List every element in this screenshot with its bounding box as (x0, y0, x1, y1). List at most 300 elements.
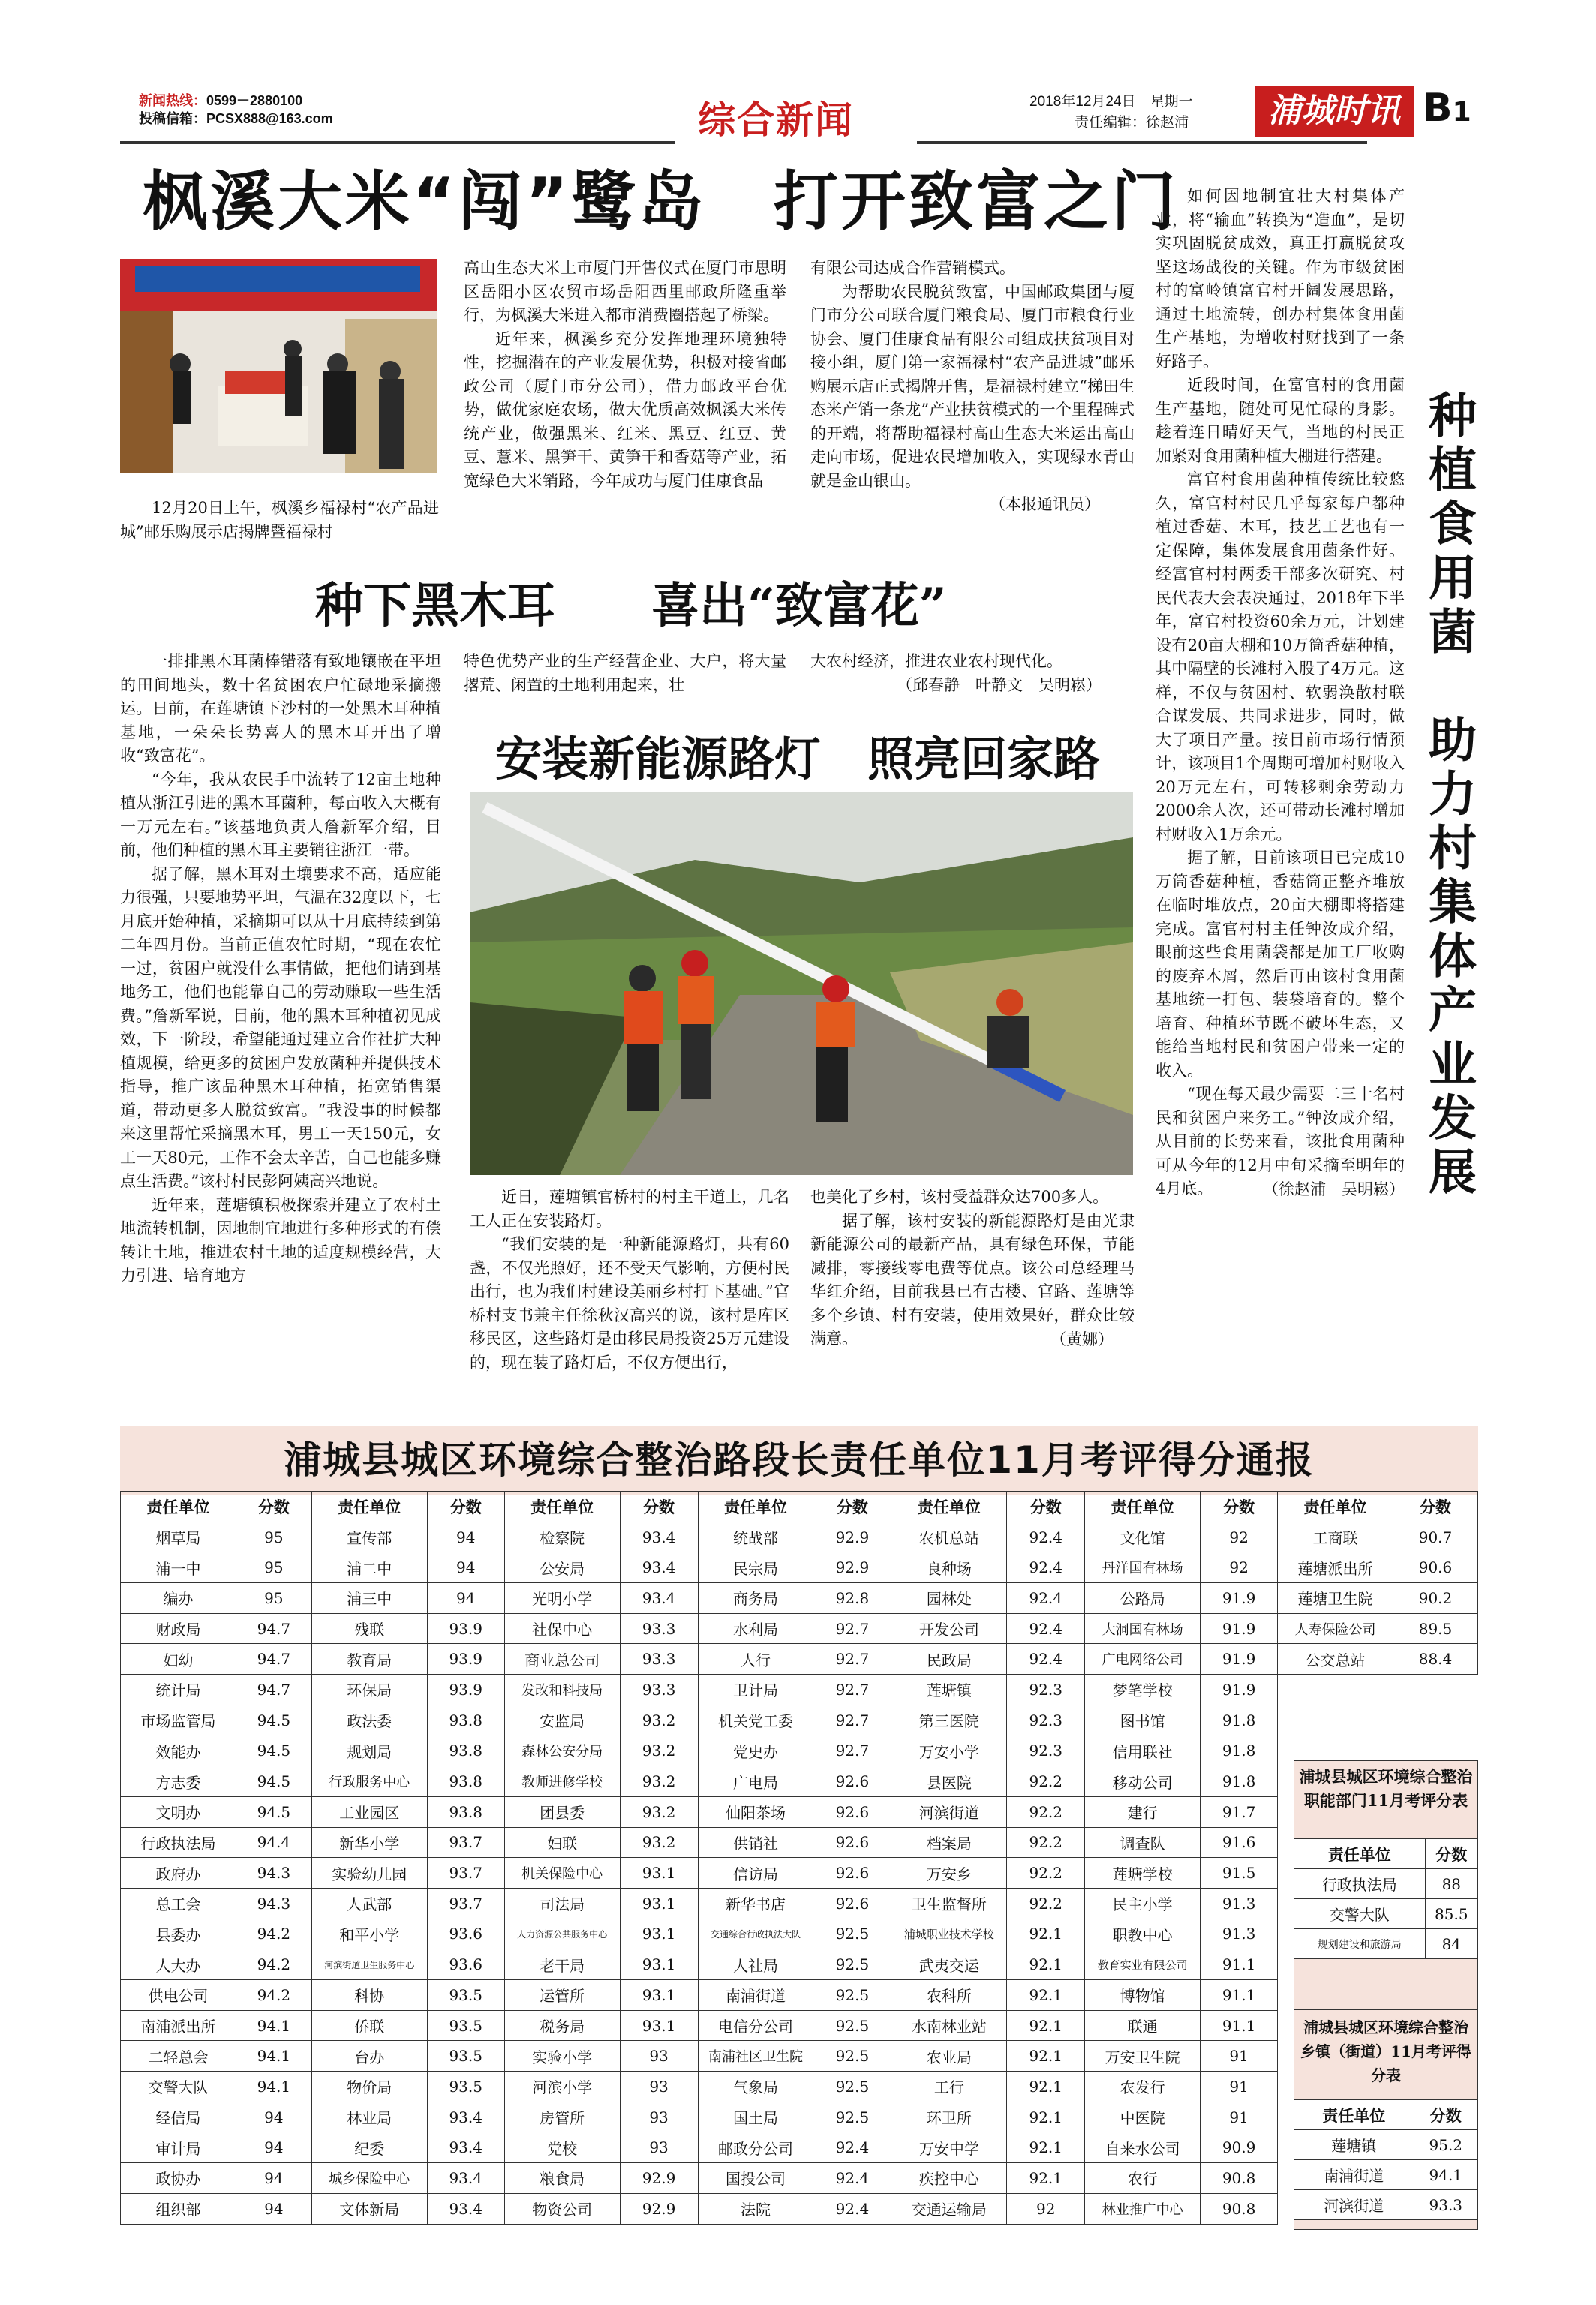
header-score: 分数 (1425, 1839, 1477, 1869)
unit-cell: 卫计局 (698, 1675, 813, 1705)
score-cell: 92.9 (813, 1552, 891, 1583)
unit-cell: 南浦派出所 (121, 2010, 236, 2041)
score-cell: 94.7 (236, 1613, 311, 1644)
unit-cell: 农行 (1085, 2163, 1201, 2194)
unit-cell: 运管所 (504, 1980, 620, 2011)
score-cell: 93.7 (427, 1888, 504, 1919)
issue-date: 2018年12月24日 (1029, 94, 1136, 110)
unit-cell: 机关保险中心 (504, 1858, 620, 1889)
hotline-label: 新闻热线： (139, 93, 206, 108)
score-cell: 94.1 (1414, 2160, 1477, 2190)
unit-cell: 总工会 (121, 1888, 236, 1919)
score-cell: 92.7 (813, 1675, 891, 1705)
unit-cell: 信访局 (698, 1858, 813, 1889)
score-cell: 93.4 (620, 1522, 698, 1552)
score-cell: 94.3 (236, 1888, 311, 1919)
table-row (121, 2132, 1478, 2163)
unit-cell: 机关党工委 (698, 1705, 813, 1736)
score-cell: 92.2 (1007, 1766, 1085, 1797)
table-row (121, 1796, 1478, 1827)
score-cell: 92.2 (1007, 1827, 1085, 1858)
score-cell: 94 (236, 2102, 311, 2132)
header-unit: 责任单位 (698, 1492, 813, 1522)
masthead-logo: 浦城时讯 (1255, 86, 1414, 137)
article4-p3: 富官村食用菌种植传统比较悠久，富官村村民几乎每家每户都种植过香菇、木耳，技艺工艺也有一定保障，集体发展食用菌条件好。经富官村村两委干部多次研究、村民代表大会表决通过，2018年下半年，富官村投资60余万元，计划建设有20亩大棚和10万筒香菇种植，其中隔壁的长滩村入股了4万元。这样，不仅与贫困村、软弱涣散村联合谋发展、共同求进步，同时，做大了项目产量。按目前市场行情预计，该项目1个周期可增加村财收入20万元左右，可转移剩余劳动力2000余人次，还可带动长滩村增加村财收入1万余元。 (1156, 470, 1405, 843)
score-cell: 93.3 (1414, 2190, 1477, 2220)
score-cell: 93.9 (427, 1675, 504, 1705)
article2-column2 (464, 650, 786, 697)
unit-cell: 规划建设和旅游局 (1294, 1929, 1426, 1959)
score-cell: 93.4 (620, 1552, 698, 1583)
header-line-right (917, 141, 1367, 144)
unit-cell: 侨联 (311, 2010, 427, 2041)
article1-col2-p2: 近年来，枫溪乡充分发挥地理环境独特性，挖掘潜在的产业发展优势，积极对接省邮政公司（厦门市分公司），借力邮政平台优势，做优家庭农场，做大优质高效枫溪大米传统产业，做强黑米、红米、黑豆、红豆、黄豆、薏米、黑笋干、黄笋干和香菇等产业，拓宽绿色大米销路，今年成功与厦门佳康食品 (464, 329, 786, 490)
unit-cell: 第三医院 (891, 1705, 1007, 1736)
unit-cell: 民宗局 (698, 1552, 813, 1583)
hotline-number: 0599－2880100 (206, 93, 303, 108)
score-cell: 94.5 (236, 1736, 311, 1766)
unit-cell: 南浦社区卫生院 (698, 2041, 813, 2072)
score-cell: 92.5 (813, 2072, 891, 2102)
unit-cell: 莲塘镇 (1294, 2130, 1414, 2160)
unit-cell: 工商联 (1278, 1522, 1393, 1552)
score-cell: 93.3 (620, 1675, 698, 1705)
score-cell: 92.4 (1007, 1644, 1085, 1675)
score-cell: 92.7 (813, 1705, 891, 1736)
score-cell: 94 (236, 2163, 311, 2194)
score-cell: 93.2 (620, 1796, 698, 1827)
score-cell: 92.1 (1007, 1919, 1085, 1949)
score-cell: 91.8 (1201, 1766, 1278, 1797)
unit-cell: 公安局 (504, 1552, 620, 1583)
score-cell: 93.5 (427, 1980, 504, 2011)
table-row (121, 2041, 1478, 2072)
table-row (121, 1613, 1478, 1644)
score-cell: 93.8 (427, 1705, 504, 1736)
score-cell: 93.1 (620, 1858, 698, 1889)
small-header-row (1294, 1839, 1478, 1869)
unit-cell: 国投公司 (698, 2163, 813, 2194)
score-cell: 91.1 (1201, 1980, 1278, 2011)
article3-column1 (470, 1186, 789, 1375)
unit-cell: 光明小学 (504, 1583, 620, 1614)
func-title-line1: 浦城县城区环境综合整治 (1299, 1767, 1473, 1786)
unit-cell: 人大办 (121, 1949, 236, 1980)
unit-cell: 人寿保险公司 (1278, 1613, 1393, 1644)
header-date-block (1029, 92, 1193, 134)
score-cell: 92.4 (813, 2193, 891, 2224)
unit-cell: 社保中心 (504, 1613, 620, 1644)
unit-cell: 邮政分公司 (698, 2132, 813, 2163)
table-row (121, 2010, 1478, 2041)
unit-cell: 县委办 (121, 1919, 236, 1949)
unit-cell: 老干局 (504, 1949, 620, 1980)
article4-p5: “现在每天最少需要二三十名村民和贫困户来务工。”钟汝成介绍，从目前的长势来看，该批食用菌种可从今年的12月中旬采摘至明年的4月底。 (1156, 1085, 1405, 1198)
score-cell: 94.2 (236, 1949, 311, 1980)
unit-cell: 自来水公司 (1085, 2132, 1201, 2163)
score-cell: 92.1 (1007, 2132, 1085, 2163)
article2-column1 (120, 650, 441, 1288)
score-cell: 91.3 (1201, 1888, 1278, 1919)
unit-cell: 广电网络公司 (1085, 1644, 1201, 1675)
table-row (121, 1858, 1478, 1889)
score-cell: 92.3 (1007, 1736, 1085, 1766)
header-unit: 责任单位 (1294, 2100, 1414, 2130)
unit-cell: 财政局 (121, 1613, 236, 1644)
article4-credit: （徐赵浦 吴明崧） (1263, 1180, 1405, 1198)
table-row (121, 1949, 1478, 1980)
score-cell: 93.1 (620, 1888, 698, 1919)
unit-cell: 莲塘镇 (891, 1675, 1007, 1705)
score-cell: 92.2 (1007, 1888, 1085, 1919)
header-unit: 责任单位 (1294, 1839, 1426, 1869)
score-cell: 94.1 (236, 2041, 311, 2072)
unit-cell: 信用联社 (1085, 1736, 1201, 1766)
score-cell: 93.4 (427, 2163, 504, 2194)
score-cell: 92.9 (813, 1522, 891, 1552)
article2-p1: 一排排黑木耳菌棒错落有致地镶嵌在平坦的田间地头，数十名贫困农户忙碌地采摘搬运。日前，在莲塘镇下沙村的一处黑木耳种植基地，一朵朵长势喜人的黑木耳开出了增收“致富花”。 (120, 652, 441, 765)
unit-cell: 公交总站 (1278, 1644, 1393, 1675)
unit-cell: 博物馆 (1085, 1980, 1201, 2011)
unit-cell: 环保局 (311, 1675, 427, 1705)
empty-cell (1278, 1705, 1478, 1736)
score-cell: 93.2 (620, 1827, 698, 1858)
unit-cell: 浦城职业技术学校 (891, 1919, 1007, 1949)
section-title: 综合新闻 (698, 98, 854, 142)
article2-credit: （邱春静 叶静文 吴明崧） (897, 675, 1102, 694)
unit-cell: 教师进修学校 (504, 1766, 620, 1797)
article4-p4: 据了解，目前该项目已完成10万筒香菇种植，香菇筒正整齐堆放在临时堆放点，20亩大棚即将搭建完成。富官村村主任钟汝成介绍，眼前这些食用菌袋都是加工厂收购的废弃木屑，然后再由该村食用菌基地统一打包、装袋培育的。整个培育、种植环节既不破坏生态，又能给当地村民和贫困户带来一定的收入。 (1156, 849, 1405, 1080)
score-cell: 92.1 (1007, 2163, 1085, 2194)
street-lamp-installation-photo (470, 792, 1133, 1175)
table-row (121, 1980, 1478, 2011)
unit-cell: 纪委 (311, 2132, 427, 2163)
header-unit: 责任单位 (1085, 1492, 1201, 1522)
unit-cell: 规划局 (311, 1736, 427, 1766)
score-cell: 92.1 (1007, 1980, 1085, 2011)
town-scores-table (1294, 2099, 1478, 2220)
score-cell: 91.1 (1201, 1949, 1278, 1980)
score-cell: 92.7 (813, 1613, 891, 1644)
unit-cell: 莲塘卫生院 (1278, 1583, 1393, 1614)
unit-cell: 税务局 (504, 2010, 620, 2041)
score-cell: 94.5 (236, 1705, 311, 1736)
table-row (121, 1888, 1478, 1919)
score-cell: 91.9 (1201, 1644, 1278, 1675)
score-cell: 92.1 (1007, 1949, 1085, 1980)
unit-cell: 政府办 (121, 1858, 236, 1889)
unit-cell: 统计局 (121, 1675, 236, 1705)
unit-cell: 梦笔学校 (1085, 1675, 1201, 1705)
unit-cell: 南浦街道 (698, 1980, 813, 2011)
score-cell: 93.2 (620, 1705, 698, 1736)
score-cell: 92.4 (813, 2163, 891, 2194)
score-cell: 94.5 (236, 1766, 311, 1797)
score-cell: 94.7 (236, 1644, 311, 1675)
func-scores-title (1294, 1765, 1478, 1813)
unit-cell: 森林公安分局 (504, 1736, 620, 1766)
score-cell: 90.2 (1393, 1583, 1477, 1614)
score-cell: 88.4 (1393, 1644, 1477, 1675)
unit-cell: 审计局 (121, 2132, 236, 2163)
scores-title-bar: 浦城县城区环境综合整治路段长责任单位11月考评得分通报 (120, 1426, 1478, 1495)
unit-cell: 园林处 (891, 1583, 1007, 1614)
score-cell: 94 (427, 1583, 504, 1614)
score-cell: 93.7 (427, 1858, 504, 1889)
unit-cell: 编办 (121, 1583, 236, 1614)
unit-cell: 卫生监督所 (891, 1888, 1007, 1919)
unit-cell: 教育局 (311, 1644, 427, 1675)
unit-cell: 经信局 (121, 2102, 236, 2132)
article3-p1: 近日，莲塘镇官桥村的村主干道上，几名工人正在安装路灯。 (470, 1188, 789, 1230)
table-row (121, 2163, 1478, 2194)
unit-cell: 人力资源公共服务中心 (504, 1919, 620, 1949)
score-cell: 90.6 (1393, 1552, 1477, 1583)
responsible-editor: 责任编辑：徐赵浦 (1075, 115, 1189, 131)
unit-cell: 公路局 (1085, 1583, 1201, 1614)
score-cell: 93.1 (620, 1919, 698, 1949)
email-address: PCSX888@163.com (206, 111, 333, 126)
unit-cell: 农业局 (891, 2041, 1007, 2072)
score-cell: 92.8 (813, 1583, 891, 1614)
score-cell: 90.9 (1201, 2132, 1278, 2163)
score-cell: 92.6 (813, 1827, 891, 1858)
unit-cell: 教育实业有限公司 (1085, 1949, 1201, 1980)
article3-credit: （黄娜） (1050, 1330, 1114, 1348)
score-cell: 93.5 (427, 2010, 504, 2041)
unit-cell: 交警大队 (121, 2072, 236, 2102)
unit-cell: 大洞国有林场 (1085, 1613, 1201, 1644)
score-cell: 93 (620, 2072, 698, 2102)
score-cell: 92 (1007, 2193, 1085, 2224)
unit-cell: 团县委 (504, 1796, 620, 1827)
score-cell: 94.3 (236, 1858, 311, 1889)
empty-cell (1278, 1675, 1478, 1705)
unit-cell: 组织部 (121, 2193, 236, 2224)
table-row (1294, 2130, 1478, 2160)
unit-cell: 人武部 (311, 1888, 427, 1919)
score-cell: 93.1 (620, 1980, 698, 2011)
table-row (1294, 2160, 1478, 2190)
shop-opening-photo (120, 259, 437, 473)
table-row (1294, 1869, 1478, 1899)
table-row (121, 1827, 1478, 1858)
unit-cell: 移动公司 (1085, 1766, 1201, 1797)
unit-cell: 水南林业站 (891, 2010, 1007, 2041)
header-score: 分数 (620, 1492, 698, 1522)
unit-cell: 党校 (504, 2132, 620, 2163)
unit-cell: 安监局 (504, 1705, 620, 1736)
article2-p3: 据了解，黑木耳对土壤要求不高，适应能力很强，只要地势平坦，气温在32度以下，七月底开始种植，采摘期可以从十月底持续到第二年四月份。当前正值农忙时期，“现在农忙一过，贫困户就没什么事情做，把他们请到基地务工，他们也能靠自己的劳动赚取一些生活费。”詹新军说，目前，他的黑木耳种植初见成效，下一阶段，希望能通过建立合作社扩大种植规模，给更多的贫困户发放菌种并提供技术指导，推广该品种黑木耳种植，拓宽销售渠道，带动更多人脱贫致富。“我没事的时候都来这里帮忙采摘黑木耳，男工一天150元，女工一天80元，工作不会太辛苦，自己也能多赚点生活费。”该村村民彭阿姨高兴地说。 (120, 864, 441, 1190)
score-cell: 91.3 (1201, 1919, 1278, 1949)
article2-p2: “今年，我从农民手中流转了12亩土地种植从浙江引进的黑木耳菌种，每亩收入大概有一万元左右。”该基地负责人詹新军介绍，目前，他们种植的黑木耳主要销往浙江一带。 (120, 770, 441, 859)
score-cell: 92.4 (1007, 1613, 1085, 1644)
score-cell: 92.2 (1007, 1858, 1085, 1889)
unit-cell: 浦二中 (311, 1552, 427, 1583)
article3-column2 (810, 1186, 1135, 1351)
unit-cell: 人行 (698, 1644, 813, 1675)
score-cell: 93.8 (427, 1796, 504, 1827)
score-cell: 92.4 (1007, 1552, 1085, 1583)
score-cell: 92.5 (813, 1919, 891, 1949)
unit-cell: 工行 (891, 2072, 1007, 2102)
score-cell: 93.4 (427, 2102, 504, 2132)
header-unit: 责任单位 (504, 1492, 620, 1522)
unit-cell: 新华书店 (698, 1888, 813, 1919)
table-row (121, 1919, 1478, 1949)
unit-cell: 交通综合行政执法大队 (698, 1919, 813, 1949)
unit-cell: 物资公司 (504, 2193, 620, 2224)
unit-cell: 统战部 (698, 1522, 813, 1552)
header-score: 分数 (236, 1492, 311, 1522)
score-cell: 92.3 (1007, 1705, 1085, 1736)
article2-p4: 近年来，莲塘镇积极探索并建立了农村土地流转机制，因地制宜地进行多种形式的有偿转让土地，推进农村土地的适度规模经营，大力引进、培育地方 (120, 1195, 441, 1285)
unit-cell: 电信分公司 (698, 2010, 813, 2041)
score-cell: 94.4 (236, 1827, 311, 1858)
score-cell: 93 (620, 2132, 698, 2163)
unit-cell: 商务局 (698, 1583, 813, 1614)
article2-column3 (810, 650, 1135, 697)
unit-cell: 党史办 (698, 1736, 813, 1766)
unit-cell: 新华小学 (311, 1827, 427, 1858)
article2-col2: 特色优势产业的生产经营企业、大户，将大量撂荒、闲置的土地利用起来，壮 (464, 652, 786, 694)
unit-cell: 行政执法局 (121, 1827, 236, 1858)
unit-cell: 发改和科技局 (504, 1675, 620, 1705)
article1-col3-p1: 有限公司达成合作营销模式。 (810, 259, 1015, 277)
func-scores-table (1294, 1838, 1478, 1959)
score-cell: 91.9 (1201, 1583, 1278, 1614)
score-cell: 85.5 (1425, 1899, 1477, 1929)
table-row (121, 2072, 1478, 2102)
article1-column3 (810, 257, 1135, 517)
score-cell: 91.6 (1201, 1827, 1278, 1858)
score-cell: 92 (1201, 1522, 1278, 1552)
score-cell: 94.1 (236, 2072, 311, 2102)
score-cell: 94 (236, 2193, 311, 2224)
unit-cell: 宣传部 (311, 1522, 427, 1552)
table-row (121, 1583, 1478, 1614)
unit-cell: 万安乡 (891, 1858, 1007, 1889)
score-cell: 91.9 (1201, 1613, 1278, 1644)
score-cell: 92.5 (813, 1980, 891, 2011)
article3-p3: 也美化了乡村，该村受益群众达700多人。 (810, 1188, 1109, 1206)
score-cell: 93.4 (427, 2132, 504, 2163)
unit-cell: 科协 (311, 1980, 427, 2011)
town-title-line2: 乡镇（街道）11月考评得分表 (1300, 2042, 1471, 2084)
score-cell: 93.8 (427, 1736, 504, 1766)
header-unit: 责任单位 (121, 1492, 236, 1522)
unit-cell: 丹洋国有林场 (1085, 1552, 1201, 1583)
score-cell: 94.7 (236, 1675, 311, 1705)
score-cell: 93 (620, 2041, 698, 2072)
unit-cell: 河滨街道 (1294, 2190, 1414, 2220)
table-row (1294, 1899, 1478, 1929)
unit-cell: 法院 (698, 2193, 813, 2224)
score-cell: 92.7 (813, 1644, 891, 1675)
header-unit: 责任单位 (891, 1492, 1007, 1522)
unit-cell: 气象局 (698, 2072, 813, 2102)
unit-cell: 林业推广中心 (1085, 2193, 1201, 2224)
unit-cell: 文化馆 (1085, 1522, 1201, 1552)
unit-cell: 水利局 (698, 1613, 813, 1644)
score-cell: 90.8 (1201, 2163, 1278, 2194)
score-cell: 95 (236, 1522, 311, 1552)
score-cell: 92.6 (813, 1796, 891, 1827)
article3-photo (470, 792, 1133, 1175)
article4-title: 种植食用菌 助力村集体产业发展 (1420, 390, 1477, 1201)
unit-cell: 仙阳茶场 (698, 1796, 813, 1827)
unit-cell: 农机总站 (891, 1522, 1007, 1552)
header-score: 分数 (1393, 1492, 1477, 1522)
page-digit: 1 (1452, 97, 1471, 128)
unit-cell: 图书馆 (1085, 1705, 1201, 1736)
score-cell: 94 (427, 1522, 504, 1552)
unit-cell: 开发公司 (891, 1613, 1007, 1644)
unit-cell: 残联 (311, 1613, 427, 1644)
article1-col3-p2: 为帮助农民脱贫致富，中国邮政集团与厦门市分公司联合厦门粮食局、厦门市粮食行业协会、厦门佳康食品有限公司组成扶贫项目对接小组，厦门第一家福禄村“农产品进城”邮乐购展示店正式揭牌开售，是福禄村建立“梯田生态米产销一条龙”产业扶贫模式的一个里程碑式的开端，将帮助福禄村高山生态大米运出高山走向市场，促进农民增加收入，实现绿水青山就是金山银山。 (810, 282, 1135, 490)
unit-cell: 实验小学 (504, 2041, 620, 2072)
unit-cell: 武夷交运 (891, 1949, 1007, 1980)
unit-cell: 民主小学 (1085, 1888, 1201, 1919)
score-cell: 90.7 (1393, 1522, 1477, 1552)
score-cell: 92.5 (813, 2102, 891, 2132)
header-contact (139, 92, 333, 128)
unit-cell: 工业园区 (311, 1796, 427, 1827)
article4-p2: 近段时间，在富官村的食用菌生产基地，随处可见忙碌的身影。趁着连日晴好天气，当地的村民正加紧对食用菌种植大棚进行搭建。 (1156, 376, 1405, 465)
unit-cell: 调查队 (1085, 1827, 1201, 1858)
score-cell: 89.5 (1393, 1613, 1477, 1644)
score-cell: 92.3 (1007, 1675, 1085, 1705)
article1-credit: （本报通讯员） (990, 495, 1100, 513)
score-cell: 93.3 (620, 1644, 698, 1675)
unit-cell: 人社局 (698, 1949, 813, 1980)
unit-cell: 职教中心 (1085, 1919, 1201, 1949)
article2-title: 种下黑木耳 喜出“致富花” (315, 578, 947, 634)
unit-cell: 莲塘派出所 (1278, 1552, 1393, 1583)
score-cell: 93.4 (427, 2193, 504, 2224)
unit-cell: 河滨街道 (891, 1796, 1007, 1827)
article1-column2 (464, 257, 786, 493)
table-row (121, 1522, 1478, 1552)
unit-cell: 联通 (1085, 2010, 1201, 2041)
unit-cell: 房管所 (504, 2102, 620, 2132)
unit-cell: 供销社 (698, 1827, 813, 1858)
unit-cell: 农科所 (891, 1980, 1007, 2011)
score-cell: 93.8 (427, 1766, 504, 1797)
unit-cell: 万安小学 (891, 1736, 1007, 1766)
score-cell: 92.9 (620, 2163, 698, 2194)
score-cell: 91.7 (1201, 1796, 1278, 1827)
score-cell: 93.6 (427, 1919, 504, 1949)
article1-photo (120, 259, 437, 473)
header-score: 分数 (427, 1492, 504, 1522)
score-cell: 94.2 (236, 1980, 311, 2011)
unit-cell: 国土局 (698, 2102, 813, 2132)
score-cell: 93.5 (427, 2041, 504, 2072)
unit-cell: 行政服务中心 (311, 1766, 427, 1797)
article3-p2: “我们安装的是一种新能源路灯，共有60盏，不仅光照好，还不受天气影响，方便村民出行，也为我们村建设美丽乡村打下基础。”官桥村支书兼主任徐秋汉高兴的说，该村是库区移民区，这些路灯是由移民局投资25万元建设的，现在装了路灯后，不仅方便出行， (470, 1235, 789, 1372)
unit-cell: 民政局 (891, 1644, 1007, 1675)
article3-title: 安装新能源路灯 照亮回家路 (495, 732, 1101, 786)
score-cell: 91.9 (1201, 1675, 1278, 1705)
unit-cell: 台办 (311, 2041, 427, 2072)
page-letter: B (1423, 86, 1453, 131)
unit-cell: 妇幼 (121, 1644, 236, 1675)
score-cell: 94.5 (236, 1796, 311, 1827)
score-cell: 93 (620, 2102, 698, 2132)
score-cell: 93.4 (620, 1583, 698, 1614)
score-cell: 93.6 (427, 1949, 504, 1980)
